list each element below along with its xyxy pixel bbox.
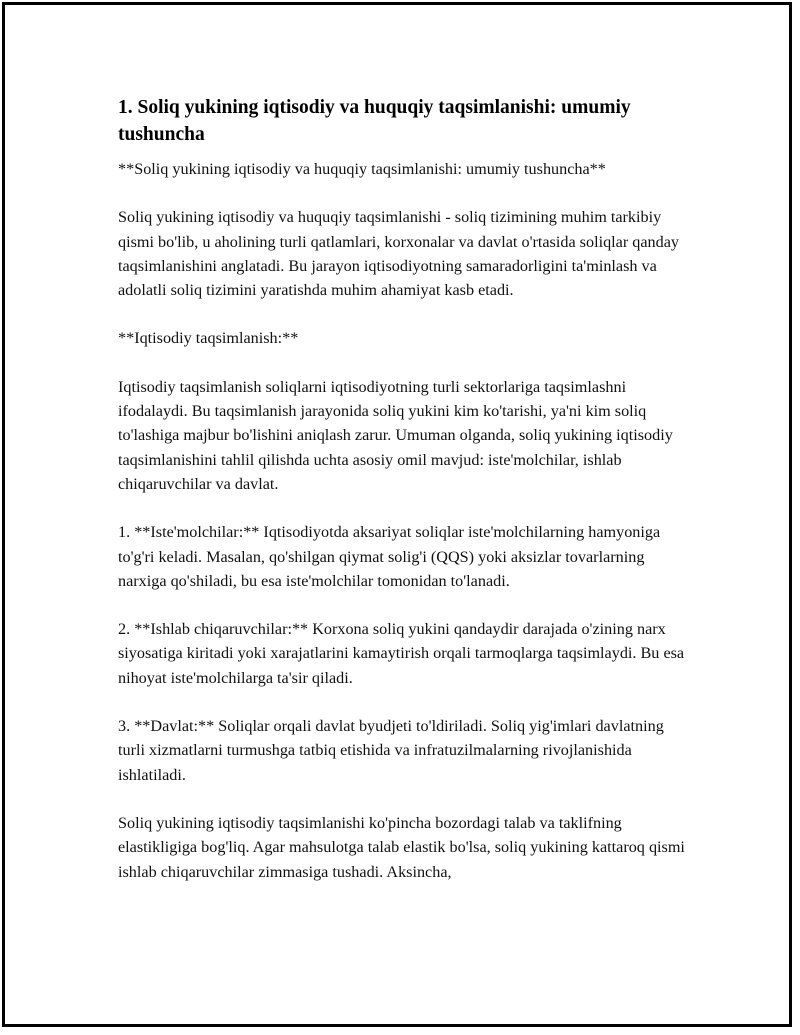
- paragraph-elasticity: Soliq yukining iqtisodiy taqsimlanishi ko'pincha bozordagi talab va taklifning elastikligiga bog'liq. Agar mahsulotga talab elastik bo'lsa, soliq yukining kattaroq qismi ishlab chiqaruvchilar zimmasiga tushadi. Aksincha,: [118, 813, 685, 881]
- section-title: 1. Soliq yukining iqtisodiy va huquqiy taqsimlanishi: umumiy tushuncha: [118, 97, 631, 145]
- paragraph-intro: Soliq yukining iqtisodiy va huquqiy taqsimlanishi - soliq tizimining muhim tarkibiy qismi bo'lib, u aholining turli qatlamlari, korxonalar va davlat o'rtasida soliqlar qanday taqsimlanishini anglatadi. Bu jarayon iqtisodiyotning samaradorligini ta'minlash va adolatli soliq tizimini yaratishda muhim ahamiyat kasb etadi.: [118, 208, 680, 300]
- list-item-state: 3. **Davlat:** Soliqlar orqali davlat byudjeti to'ldiriladi. Soliq yig'imlari davlatning turli xizmatlarni turmushga tatbiq etishida va infratuzilmalarning rivojlanishida ishlatiladi.: [118, 717, 664, 784]
- paragraph-subheading: **Iqtisodiy taqsimlanish:**: [118, 329, 299, 348]
- document-body: [118, 94, 688, 908]
- list-item-producers: 2. **Ishlab chiqaruvchilar:** Korxona soliq yukini qandaydir darajada o'zining narx siyosatiga kiritadi yoki xarajatlarini kamaytirish orqali tarmoqlarga taqsimlaydi. Bu esa nihoyat iste'molchilarga ta'sir qiladi.: [118, 620, 685, 687]
- paragraph-subtitle: **Soliq yukining iqtisodiy va huquqiy taqsimlanishi: umumiy tushuncha**: [118, 160, 606, 178]
- paragraph-economic-distribution: Iqtisodiy taqsimlanish soliqlarni iqtisodiyotning turli sektorlariga taqsimlashni ifodalaydi. Bu taqsimlanish jarayonida soliq yukini kim ko'tarishi, ya'ni kim soliq to'lashiga majbur bo'lishini aniqlash zarur. Umuman olganda, soliq yukining iqtisodiy taqsimlanishini tahlil qilishda uchta asosiy omil mavjud: iste'molchilar, ishlab chiqaruvchilar va davlat.: [118, 377, 673, 493]
- list-item-consumers: 1. **Iste'molchilar:** Iqtisodiyotda aksariyat soliqlar iste'molchilarning hamyoniga to'g'ri keladi. Masalan, qo'shilgan qiymat solig'i (QQS) yoki aksizlar tovarlarning narxiga qo'shiladi, bu esa iste'molchilar tomonidan to'lanadi.: [118, 523, 661, 590]
